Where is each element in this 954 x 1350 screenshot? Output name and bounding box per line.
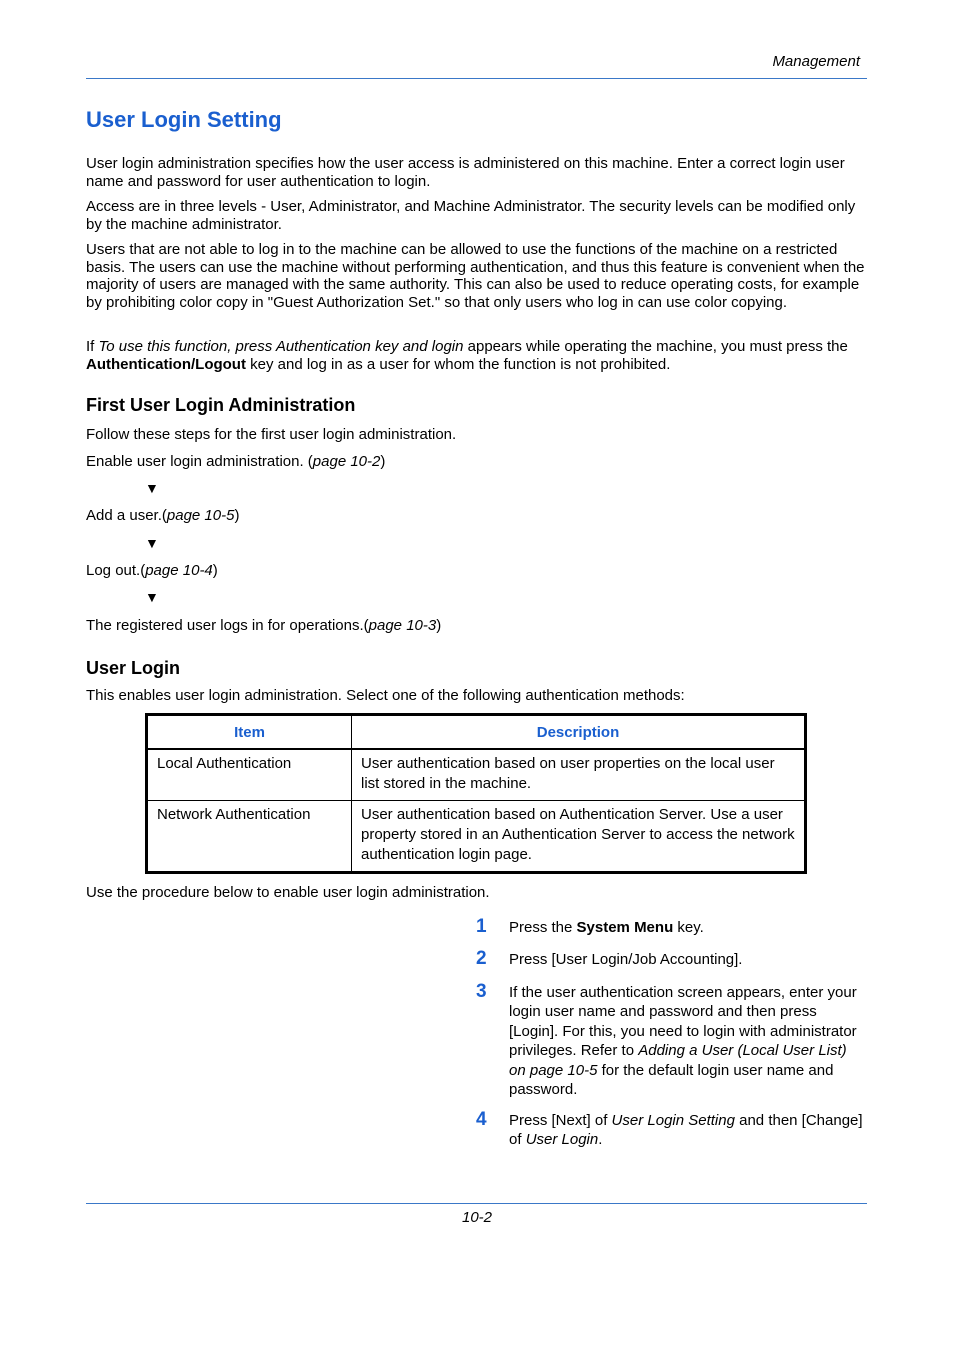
- intro-paragraph-4: [86, 338, 866, 373]
- flow-step-text: Log out.(: [86, 562, 146, 579]
- user-login-lead: This enables user login administration. Select one of the following authentication methods:: [86, 687, 685, 704]
- flow-step-close: ): [436, 617, 442, 634]
- page-reference: page 10-5: [166, 507, 235, 524]
- step-text: [509, 1111, 866, 1150]
- flow-step-close: ): [380, 453, 386, 470]
- table-row: [147, 801, 806, 873]
- step-key-bold: System Menu: [576, 919, 674, 936]
- procedure-lead: Use the procedure below to enable user login administration.: [86, 884, 490, 901]
- step-text-e: .: [598, 1131, 603, 1149]
- step-text-c: key.: [673, 919, 704, 936]
- page-number: 10-2: [461, 1209, 493, 1226]
- step-number: 3: [476, 981, 487, 1002]
- step-setting-italic: User Login Setting: [611, 1112, 735, 1129]
- flow-step-close: ): [212, 562, 218, 579]
- step-text: [509, 983, 866, 1099]
- first-login-heading: First User Login Administration: [86, 395, 356, 415]
- authentication-methods-table: [145, 713, 807, 874]
- flow-step-1: [86, 453, 385, 470]
- procedure-step-3: [476, 983, 866, 1099]
- flow-step-text: Enable user login administration. (: [86, 453, 313, 470]
- step-text: [509, 950, 866, 969]
- step-text-a: Press the: [509, 919, 577, 936]
- header-rule: [86, 78, 867, 79]
- procedure-step-4: [476, 1111, 866, 1150]
- flow-step-4: [86, 617, 441, 634]
- procedure-step-2: [476, 950, 866, 969]
- intro-paragraph-2: Access are in three levels - User, Administrator, and Machine Administrator. The security levels can be modified only by the machine administrator.: [86, 198, 856, 233]
- down-arrow-icon: ▼: [145, 589, 159, 605]
- step-text-a: Press [User Login/Job Accounting].: [509, 951, 743, 968]
- step-text-a: If the user authentication screen appears, enter your login user name and password and then press [Login]. For this, you need to login with administrator privileges. Refer to: [509, 984, 857, 1060]
- page-reference: page 10-3: [368, 617, 437, 634]
- step-text-c: and then [Change] of: [509, 1112, 863, 1149]
- down-arrow-icon: ▼: [145, 535, 159, 551]
- table-row: [147, 749, 806, 801]
- first-login-lead: Follow these steps for the first user login administration.: [86, 426, 457, 443]
- step-text: [509, 918, 866, 937]
- column-header-description: Description: [352, 715, 806, 750]
- p4-text-a: If: [86, 338, 99, 355]
- p4-key-bold: Authentication/Logout: [86, 355, 246, 373]
- table-header-row: [147, 715, 806, 750]
- flow-step-text: Add a user.(: [86, 507, 167, 524]
- step-number: 1: [476, 916, 487, 937]
- flow-step-2: [86, 507, 239, 524]
- p4-message-italic: To use this function, press Authentication key and login: [98, 338, 464, 355]
- user-login-heading: User Login: [86, 658, 181, 678]
- page-title: User Login Setting: [86, 107, 282, 132]
- column-header-item: Item: [147, 715, 352, 750]
- intro-paragraph-1: User login administration specifies how the user access is administered on this machine. Enter a correct login user name and password for user authentication to login.: [86, 155, 845, 190]
- procedure-step-1: [476, 918, 866, 937]
- row-item: Network Authentication: [147, 801, 352, 873]
- step-text-c: for the default login user name and password.: [509, 1061, 834, 1099]
- page-reference: page 10-4: [145, 562, 213, 579]
- row-item: Local Authentication: [147, 749, 352, 801]
- flow-step-close: ): [234, 507, 240, 524]
- page-reference: page 10-2: [312, 453, 381, 470]
- step-number: 4: [476, 1109, 487, 1130]
- step-reference-italic: Adding a User (Local User List) on page 10-5: [509, 1042, 847, 1079]
- footer-rule: [86, 1203, 867, 1204]
- p4-text-c: appears while operating the machine, you must press the: [463, 338, 848, 355]
- row-description: User authentication based on user properties on the local user list stored in the machine.: [352, 749, 806, 801]
- p4-text-e: key and log in as a user for whom the function is not prohibited.: [245, 355, 671, 373]
- intro-paragraph-3: Users that are not able to log in to the machine can be allowed to use the functions of the machine on a restricted basis. The users can use the machine without performing authentication, and thus this feature is convenient when the majority of users are managed with the same authority. This can also be used to reduce operating costs, for example by prohibiting color copy in "Guest Authorization Set." so that only users who log in can use color copying.: [86, 241, 865, 311]
- down-arrow-icon: ▼: [145, 480, 159, 496]
- step-number: 2: [476, 948, 487, 969]
- running-header: Management: [772, 53, 860, 70]
- row-description: User authentication based on Authentication Server. Use a user property stored in an Authentication Server to access the network authentication login page.: [352, 801, 806, 873]
- flow-step-text: The registered user logs in for operations.(: [86, 617, 369, 634]
- step-option-italic: User Login: [525, 1131, 599, 1149]
- flow-step-3: [86, 562, 218, 579]
- step-text-a: Press [Next] of: [509, 1112, 612, 1129]
